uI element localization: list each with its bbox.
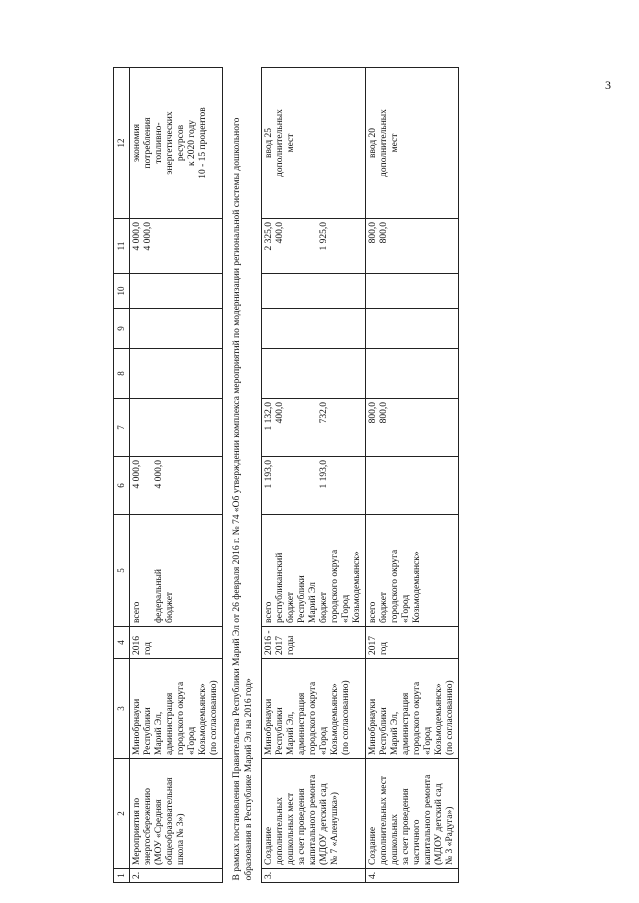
text-line: за счет проведения	[297, 788, 307, 865]
value: 800,0	[368, 402, 378, 424]
text-line: дополнительных мест	[379, 775, 389, 865]
col-7-values	[130, 399, 223, 457]
text-line: № 7 «Аленушка»)	[330, 792, 340, 865]
text-line: годы	[286, 635, 296, 655]
text-line: потребления	[143, 117, 153, 169]
col-header: 6	[114, 457, 130, 515]
text-line: Козьмодемьянск»	[352, 551, 362, 623]
value: 732,0	[319, 402, 329, 424]
col-header: 5	[114, 515, 130, 627]
value: 2 325,0	[264, 222, 274, 251]
header-row	[114, 68, 130, 883]
value: 1 193,0	[264, 460, 274, 489]
value	[308, 402, 319, 453]
text-line: 2016	[132, 636, 142, 655]
col-11-values	[262, 219, 366, 274]
text-line: всего	[132, 601, 142, 623]
col-header: 7	[114, 399, 130, 457]
value	[297, 402, 308, 453]
text-line: Минобрнауки	[132, 698, 142, 755]
executor	[366, 659, 459, 759]
expected-result	[366, 68, 459, 219]
text-line: городского округа	[308, 681, 318, 755]
value: 4 000,0	[154, 460, 164, 489]
text-line: 2017	[368, 636, 378, 655]
text-line: городского округа	[176, 681, 186, 755]
text-line: дошкольных	[390, 814, 400, 865]
text-line: мест	[286, 133, 296, 153]
value: 4 000,0	[143, 222, 153, 251]
text-line: Создание	[264, 826, 274, 865]
text-line: бюджет	[286, 591, 296, 623]
text-line: «Город	[187, 726, 197, 755]
text-line: «Город	[401, 594, 411, 623]
value: 1 925,0	[319, 222, 329, 251]
value: 4 000,0	[132, 222, 142, 251]
text-line: 2017	[275, 636, 285, 655]
text-line: к 2020 году	[187, 119, 197, 167]
text-line: частичного	[412, 819, 422, 865]
text-line: дошкольных мест	[286, 792, 296, 865]
text-line: ввод 25	[264, 127, 274, 159]
expected-result	[262, 68, 366, 219]
col-header: 3	[114, 659, 130, 759]
col-6-values	[130, 457, 223, 515]
text-line: год	[143, 642, 153, 655]
text-line: Республики	[275, 707, 285, 755]
text-line: Козьмодемьянск»	[198, 683, 208, 755]
text-line: Минобрнауки	[368, 698, 378, 755]
text-line: Козьмодемьянск»	[412, 551, 422, 623]
table-row	[366, 68, 459, 883]
col-10-values	[366, 274, 459, 309]
text-line: ресурсов	[176, 124, 186, 162]
text-line: за счет проведения	[401, 788, 411, 865]
text-line: «Город	[319, 726, 329, 755]
text-line: городского округа	[330, 549, 340, 623]
value: 800,0	[368, 222, 378, 244]
period	[262, 627, 366, 659]
text-line: бюджет	[165, 591, 175, 623]
text-line: мест	[390, 133, 400, 153]
page-number: 3	[605, 78, 611, 92]
col-9-values	[130, 309, 223, 349]
value: 800,0	[379, 402, 389, 424]
period	[366, 627, 459, 659]
funding-sources	[262, 515, 366, 627]
text-line: (по согласованию)	[209, 680, 219, 755]
col-9-values	[366, 309, 459, 349]
text-line: бюджет	[319, 591, 329, 623]
value	[286, 222, 297, 270]
text-line: топливно-	[154, 122, 164, 164]
text-line: (МОУ «Средняя	[154, 799, 164, 865]
col-7-values	[366, 399, 459, 457]
table-row	[130, 68, 223, 883]
value: 1 132,0	[264, 402, 274, 431]
value	[308, 460, 319, 511]
text-line: год	[379, 642, 389, 655]
col-header: 4	[114, 627, 130, 659]
col-6-values	[366, 457, 459, 515]
text-line: Мероприятия по	[132, 797, 142, 865]
expected-result	[130, 68, 223, 219]
value: 1 193,0	[319, 460, 329, 489]
col-header: 1	[114, 869, 130, 883]
text-line: Республики	[143, 707, 153, 755]
text-line: (по согласованию)	[445, 680, 455, 755]
text-line: Создание	[368, 826, 378, 865]
text-line: «Город	[423, 726, 433, 755]
row-number: 4.	[366, 869, 459, 883]
text-line: 10 - 15 процентов	[198, 107, 208, 179]
funding-sources	[130, 515, 223, 627]
text-line: Минобрнауки	[264, 698, 274, 755]
col-9-values	[262, 309, 366, 349]
col-header: 12	[114, 68, 130, 219]
text-line: Республики	[379, 707, 389, 755]
col-11-values	[366, 219, 459, 274]
text-line: администрация	[165, 692, 175, 755]
funding-sources	[366, 515, 459, 627]
text-line: Марий Эл,	[154, 711, 164, 755]
col-11-values	[130, 219, 223, 274]
text-line: дополнительных	[275, 109, 285, 177]
text-line: Козьмодемьянск»	[330, 683, 340, 755]
text-line: бюджет	[379, 591, 389, 623]
value	[286, 402, 297, 453]
text-line: Республики	[297, 575, 307, 623]
text-line: администрация	[297, 692, 307, 755]
text-line: всего	[264, 601, 274, 623]
text-line: (по согласованию)	[341, 680, 351, 755]
text-line: 2016 -	[264, 630, 274, 655]
col-header: 11	[114, 219, 130, 274]
value	[275, 460, 286, 511]
col-6-values	[262, 457, 366, 515]
text-line: Марий Эл,	[286, 711, 296, 755]
measure-name	[130, 759, 223, 869]
text-line: всего	[368, 601, 378, 623]
text-line: городского округа	[412, 681, 422, 755]
value: 400,0	[275, 222, 285, 244]
text-line: администрация	[401, 692, 411, 755]
col-10-values	[130, 274, 223, 309]
table-row	[262, 68, 366, 883]
text-line	[143, 518, 154, 623]
col-header: 9	[114, 309, 130, 349]
value	[297, 222, 308, 270]
col-header: 2	[114, 759, 130, 869]
text-line: № 3 «Радуга»)	[445, 806, 455, 865]
col-8-values	[130, 349, 223, 399]
value	[286, 460, 297, 511]
text-line: дополнительных	[275, 797, 285, 865]
value	[308, 222, 319, 270]
value: 4 000,0	[132, 460, 142, 489]
text-line: Козьмодемьянск»	[434, 683, 444, 755]
measure-name	[262, 759, 366, 869]
measures-table	[113, 67, 459, 883]
value: 400,0	[275, 402, 285, 424]
text-line: капитального ремонта	[423, 774, 433, 865]
col-10-values	[262, 274, 366, 309]
row-number: 3.	[262, 869, 366, 883]
text-line: общеобразовательная	[165, 777, 175, 865]
value: 800,0	[379, 222, 389, 244]
col-8-values	[366, 349, 459, 399]
executor	[262, 659, 366, 759]
text-line: (МДОУ детский сад	[319, 783, 329, 865]
col-7-values	[262, 399, 366, 457]
note-row	[223, 68, 262, 883]
section-note: В рамках постановления Правительства Республики Марий Эл от 26 февраля 2016 г. № 74 «Об утверждении комплекса мероприятий по модернизации региональной системы дошкольного образования в Республике Марий Эл на 2016 год»	[232, 117, 254, 881]
value	[143, 460, 154, 511]
text-line: «Город	[341, 594, 351, 623]
row-number: 2.	[130, 869, 223, 883]
text-line: экономия	[132, 123, 142, 163]
period	[130, 627, 223, 659]
text-line: республиканский	[275, 552, 285, 623]
text-line: дополнительных	[379, 109, 389, 177]
text-line: (МДОУ детский сад	[434, 783, 444, 865]
value	[297, 460, 308, 511]
text-line: школа № 3»)	[176, 813, 186, 865]
col-header: 10	[114, 274, 130, 309]
text-line: энергетических	[165, 111, 175, 175]
text-line: капитального ремонта	[308, 774, 318, 865]
col-header: 8	[114, 349, 130, 399]
measure-name	[366, 759, 459, 869]
text-line: федеральный	[154, 569, 164, 623]
text-line: городского округа	[390, 549, 400, 623]
col-8-values	[262, 349, 366, 399]
text-line: энергосбережению	[143, 788, 153, 865]
text-line: Марий Эл,	[390, 711, 400, 755]
text-line: ввод 20	[368, 127, 378, 159]
text-line: Марий Эл	[308, 582, 318, 623]
executor	[130, 659, 223, 759]
